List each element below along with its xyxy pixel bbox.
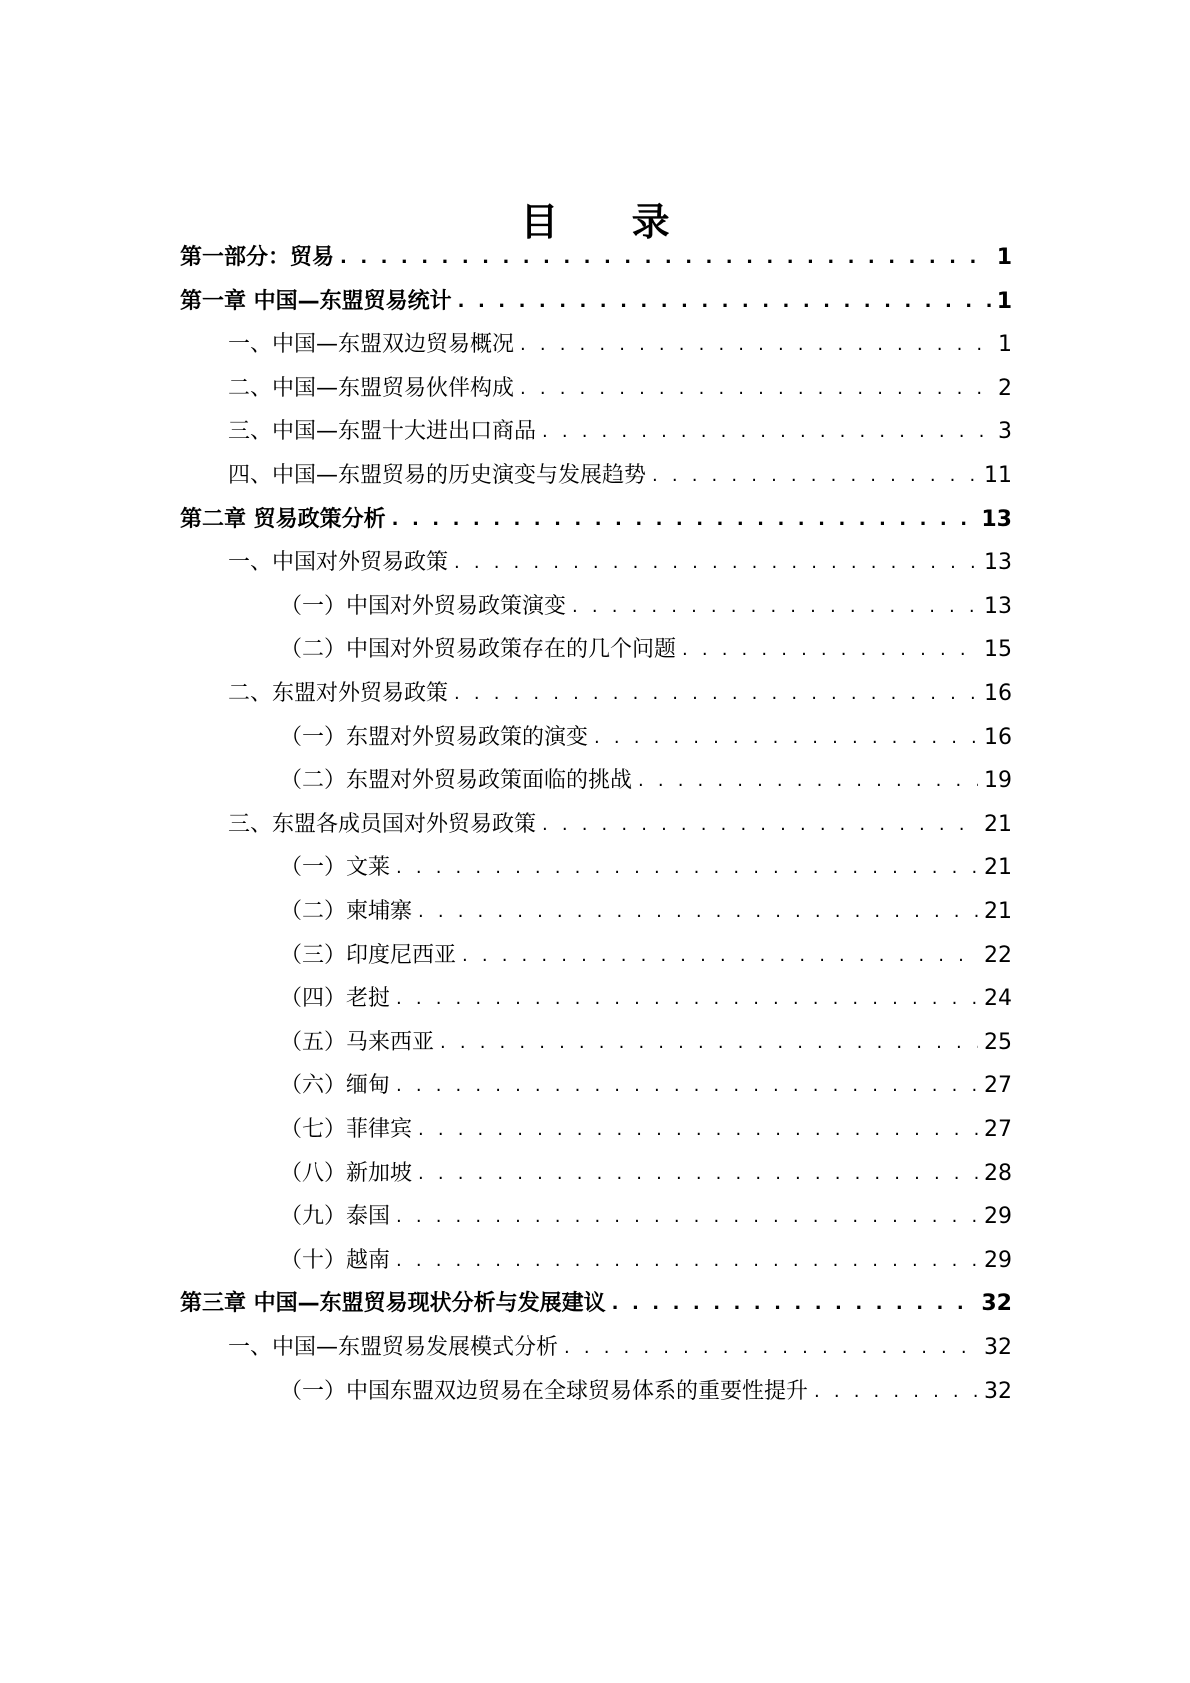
toc-dot-leader <box>814 1375 978 1409</box>
toc-page-number: 15 <box>984 637 1012 663</box>
toc-dot-leader <box>396 1200 978 1234</box>
toc-entry-title: （一）东盟对外贸易政策的演变 <box>280 724 589 750</box>
toc-entry-title: （四）老挝 <box>280 986 391 1012</box>
toc-dot-leader <box>612 1287 976 1321</box>
toc-entry-title: 三、东盟各成员国对外贸易政策 <box>228 811 537 837</box>
toc-page-number: 2 <box>998 375 1012 401</box>
toc-entry-title: 一、中国—东盟双边贸易概况 <box>228 332 515 358</box>
toc-entry-title: 二、东盟对外贸易政策 <box>228 681 449 706</box>
toc-page-number: 32 <box>981 1291 1012 1317</box>
toc-entry-title: （十）越南 <box>280 1247 391 1273</box>
toc-entry-title: 第二章 贸易政策分析 <box>180 506 386 532</box>
toc-dot-leader <box>520 372 992 406</box>
toc-dot-leader <box>396 851 978 885</box>
toc-entry-title: （二）柬埔寨 <box>280 899 413 924</box>
toc-dot-leader <box>418 1113 978 1147</box>
toc-dot-leader <box>418 895 978 929</box>
toc-entry[interactable] <box>180 285 1012 319</box>
toc-dot-leader <box>396 1244 978 1278</box>
toc-page-number: 16 <box>984 681 1012 706</box>
toc-dot-leader <box>542 808 978 842</box>
toc-entry[interactable] <box>180 1200 1012 1234</box>
toc-entry[interactable] <box>180 1069 1012 1103</box>
toc-entry-title: 三、中国—东盟十大进出口商品 <box>228 419 537 445</box>
toc-dot-leader <box>638 764 978 798</box>
toc-page-number: 29 <box>984 1204 1012 1230</box>
toc-entry-title: （一）文莱 <box>280 855 391 881</box>
toc-entry[interactable] <box>180 590 1012 624</box>
toc-entry[interactable] <box>180 1026 1012 1060</box>
toc-entry[interactable] <box>180 1113 1012 1147</box>
toc-dot-leader <box>440 1026 978 1060</box>
toc-entry-title: （一）中国对外贸易政策演变 <box>280 593 567 619</box>
toc-entry[interactable] <box>180 721 1012 755</box>
toc-entry[interactable] <box>180 1244 1012 1278</box>
toc-entry[interactable] <box>180 677 1012 711</box>
page-title: 目 录 <box>520 200 700 244</box>
toc-entry-title: （九）泰国 <box>280 1204 391 1230</box>
toc-entry[interactable] <box>180 633 1012 667</box>
toc-entry-title: 第一部分：贸易 <box>180 245 335 270</box>
toc-page-number: 32 <box>984 1378 1012 1404</box>
toc-entry[interactable] <box>180 459 1012 493</box>
toc-entry[interactable] <box>180 1157 1012 1191</box>
toc-entry[interactable] <box>180 546 1012 580</box>
toc-dot-leader <box>462 939 978 973</box>
toc-page-number: 21 <box>984 811 1012 837</box>
toc-entry-title: （三）印度尼西亚 <box>280 942 457 968</box>
toc-entry[interactable] <box>180 939 1012 973</box>
toc-dot-leader <box>454 677 978 711</box>
toc-entry-title: （二）东盟对外贸易政策面临的挑战 <box>280 768 633 794</box>
toc-entry-title: （五）马来西亚 <box>280 1029 435 1055</box>
toc-page-number: 3 <box>998 419 1012 445</box>
toc-dot-leader <box>682 633 978 667</box>
toc-entry[interactable] <box>180 1375 1012 1409</box>
toc-page-number: 13 <box>981 506 1012 532</box>
toc-entry[interactable] <box>180 982 1012 1016</box>
toc-entry-title: 二、中国—东盟贸易伙伴构成 <box>228 375 515 401</box>
toc-entry-title: 一、中国—东盟贸易发展模式分析 <box>228 1335 559 1360</box>
toc-entry[interactable] <box>180 895 1012 929</box>
toc-dot-leader <box>396 982 978 1016</box>
toc-page-number: 32 <box>984 1335 1012 1360</box>
toc-entry[interactable] <box>180 808 1012 842</box>
toc-dot-leader <box>458 285 991 319</box>
toc-entry-title: （八）新加坡 <box>280 1160 413 1186</box>
toc-entry[interactable] <box>180 1331 1012 1365</box>
toc-page-number: 11 <box>984 463 1012 488</box>
toc-entry[interactable] <box>180 241 1012 275</box>
toc-page-number: 22 <box>984 942 1012 968</box>
toc-dot-leader <box>392 503 976 537</box>
toc-dot-leader <box>542 415 992 449</box>
toc-entry[interactable] <box>180 503 1012 537</box>
toc-dot-leader <box>652 459 978 493</box>
toc-dot-leader <box>454 546 978 580</box>
toc-page-number: 1 <box>998 332 1012 358</box>
toc-page-number: 24 <box>984 986 1012 1012</box>
toc-entry[interactable] <box>180 1287 1012 1321</box>
toc-page-number: 29 <box>984 1247 1012 1273</box>
toc-page-number: 25 <box>984 1029 1012 1055</box>
toc-page-number: 27 <box>984 1117 1012 1142</box>
toc-page-number: 16 <box>984 724 1012 750</box>
toc-entry-title: 第一章 中国—东盟贸易统计 <box>180 288 452 314</box>
toc-entry[interactable] <box>180 372 1012 406</box>
toc-entry[interactable] <box>180 764 1012 798</box>
toc-page-number: 21 <box>984 855 1012 881</box>
toc-entry-title: （六）缅甸 <box>280 1073 391 1099</box>
toc-page-number: 19 <box>984 768 1012 794</box>
toc-page-number: 13 <box>984 593 1012 619</box>
toc-entry[interactable] <box>180 851 1012 885</box>
toc-dot-leader <box>520 328 992 362</box>
toc-dot-leader <box>396 1069 978 1103</box>
toc-entry-title: （一）中国东盟双边贸易在全球贸易体系的重要性提升 <box>280 1378 809 1404</box>
toc-page-number: 28 <box>984 1160 1012 1186</box>
toc-page-number: 13 <box>984 550 1012 576</box>
toc-dot-leader <box>564 1331 978 1365</box>
toc-dot-leader <box>418 1157 978 1191</box>
toc-entry-title: 一、中国对外贸易政策 <box>228 550 449 576</box>
toc-entry-title: （七）菲律宾 <box>280 1117 413 1142</box>
toc-entry-title: 四、中国—东盟贸易的历史演变与发展趋势 <box>228 463 647 488</box>
toc-page-number: 1 <box>996 245 1012 270</box>
toc-entry-title: （二）中国对外贸易政策存在的几个问题 <box>280 637 677 663</box>
toc-page-number: 21 <box>984 899 1012 924</box>
toc-page-number: 27 <box>984 1073 1012 1099</box>
toc-entry[interactable] <box>180 328 1012 362</box>
toc-dot-leader <box>594 721 978 755</box>
toc-page-number: 1 <box>996 288 1012 314</box>
toc-dot-leader <box>572 590 978 624</box>
toc-entry[interactable] <box>180 415 1012 449</box>
toc-entry-title: 第三章 中国—东盟贸易现状分析与发展建议 <box>180 1291 606 1317</box>
toc-dot-leader <box>340 241 991 275</box>
